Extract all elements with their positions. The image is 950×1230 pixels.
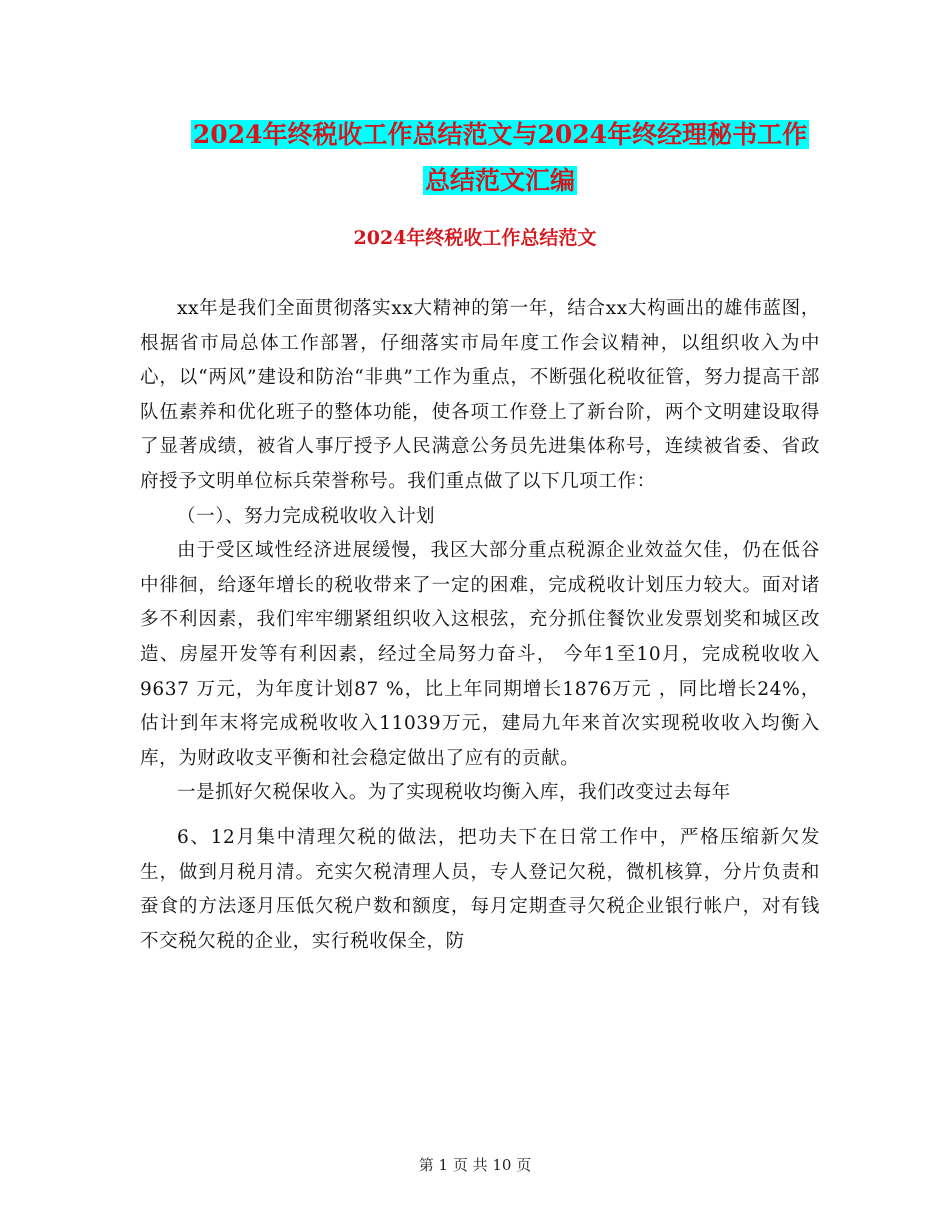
title-line-2: 总结范文汇编 <box>424 166 575 195</box>
paragraph-intro: xx年是我们全面贯彻落实xx大精神的第一年，结合xx大构画出的雄伟蓝图，根据省市局总体工作部署，仔细落实市局年度工作会议精神，以组织收入为中心，以“两风”建设和防治“非典”工作为重点，不断强化税收征管，努力提高干部队伍素养和优化班子的整体功能，使各项工作登上了新台阶，两个文明建设取得了显著成绩，被省人事厅授予人民满意公务员先进集体称号，连续被省委、省政府授予文明单位标兵荣誉称号。我们重点做了以下几项工作： <box>140 298 820 492</box>
paragraph-arrears-continued: 6、12月集中清理欠税的做法，把功夫下在日常工作中，严格压缩新欠发生，做到月税月清。充实欠税清理人员，专人登记欠税，微机核算，分片负责和蚕食的方法逐月压低欠税户数和额度，每月定期查寻欠税企业银行帐户，对有钱不交税欠税的企业，实行税收保全，防 <box>140 826 820 952</box>
document-body <box>140 292 820 959</box>
title-line-1: 2024年终税收工作总结范文与2024年终经理秘书工作 <box>192 120 808 149</box>
page-number: 第 1 页 共 10 页 <box>418 1156 532 1174</box>
document-title <box>120 112 880 204</box>
paragraph-heading: （一）、努力完成税收收入计划 <box>177 505 436 527</box>
section-title: 2024年终税收工作总结范文 <box>353 227 597 249</box>
paragraph-revenue: 由于受区域性经济进展缓慢，我区大部分重点税源企业效益欠佳，仍在低谷中徘徊，给逐年增长的税收带来了一定的困难，完成税收计划压力较大。面对诸多不利因素，我们牢牢绷紧组织收入这根弦，充分抓住餐饮业发票划奖和城区改造、房屋开发等有利因素，经过全局努力奋斗， 今年1至10月，完成税收收入9637 万元，为年度计划87 %，比上年同期增长1876万元 ，同比增长24%，估计到年末将完成税收收入11039万元，建局九年来首次实现税收收入均衡入库，为财政收支平衡和社会稳定做出了应有的贡献。 <box>140 540 820 769</box>
paragraph-arrears: 一是抓好欠税保收入。为了实现税收均衡入库，我们改变过去每年 <box>177 782 731 804</box>
